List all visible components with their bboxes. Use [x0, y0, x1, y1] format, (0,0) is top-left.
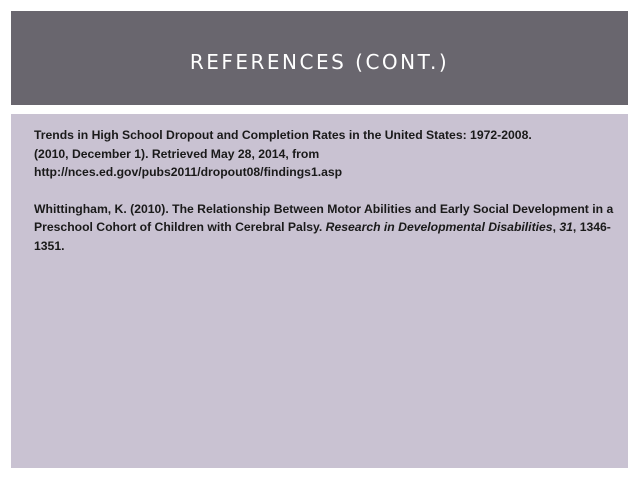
- title-bar: [11, 11, 628, 105]
- reference-whittingham-journal: Research in Developmental Disabilities: [325, 220, 553, 235]
- reference-nces: [34, 126, 618, 182]
- reference-nces-date: (2010, December 1). Retrieved May 28, 2014, from: [34, 146, 320, 161]
- reference-whittingham: [34, 200, 618, 256]
- reference-whittingham-pages: , 1346-1351.: [34, 220, 611, 253]
- reference-whittingham-volume: 31: [559, 220, 573, 235]
- content-panel: [11, 114, 628, 468]
- reference-whittingham-separator: ,: [552, 220, 560, 235]
- slide-title: REFERENCES (CONT.): [189, 50, 450, 74]
- reference-nces-title: Trends in High School Dropout and Completion Rates in the United States: 1972-2008.: [34, 128, 532, 142]
- reference-whittingham-citation: Whittingham, K. (2010). The Relationship Between Motor Abilities and Early Social Development in a Preschool Cohort of Children with Cerebral Palsy.: [34, 201, 614, 235]
- reference-nces-url: http://nces.ed.gov/pubs2011/dropout08/findings1.asp: [34, 165, 343, 180]
